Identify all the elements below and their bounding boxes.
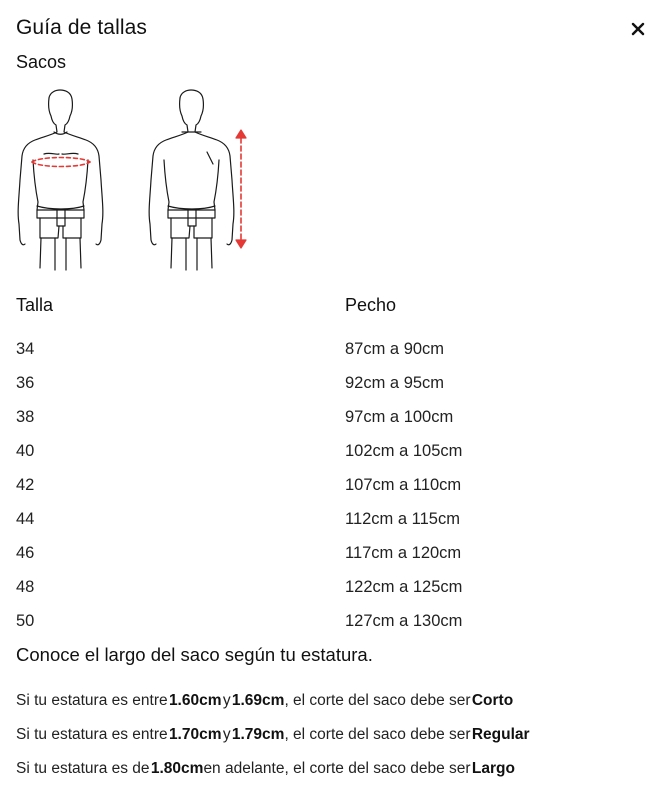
height-max: 1.69cm — [231, 692, 285, 709]
size-cell: 50 — [16, 611, 35, 630]
height-max: 1.79cm — [231, 726, 285, 743]
chest-cell: 102cm a 105cm — [345, 441, 463, 460]
chest-cell: 87cm a 90cm — [345, 339, 445, 358]
rule-text: Si tu estatura es de — [16, 760, 150, 777]
rule-text: y — [222, 692, 231, 709]
measurement-illustration — [10, 88, 260, 278]
rule-text: , el corte del saco debe ser — [284, 692, 471, 709]
table-row — [16, 366, 649, 400]
table-row — [16, 332, 649, 366]
chest-cell: 127cm a 130cm — [345, 611, 463, 630]
length-rule-regular — [16, 718, 649, 752]
rule-text: , el corte del saco debe ser — [284, 760, 471, 777]
size-table — [16, 292, 649, 638]
table-row — [16, 536, 649, 570]
chest-measure-line — [32, 158, 90, 167]
length-arrow-icon — [236, 130, 246, 248]
size-cell: 38 — [16, 407, 35, 426]
rule-text: y — [222, 726, 231, 743]
rule-text: Si tu estatura es entre — [16, 726, 168, 743]
table-header — [16, 292, 649, 318]
rule-text: , el corte del saco debe ser — [284, 726, 471, 743]
cut-name: Regular — [471, 726, 530, 743]
category-label: Sacos — [16, 52, 67, 72]
chest-cell: 112cm a 115cm — [345, 509, 460, 528]
chest-cell: 122cm a 125cm — [345, 577, 463, 596]
length-section-heading: Conoce el largo del saco según tu estatura. — [16, 644, 373, 665]
length-rules — [16, 684, 649, 786]
chest-cell: 117cm a 120cm — [345, 543, 462, 562]
size-cell: 36 — [16, 373, 35, 392]
table-row — [16, 400, 649, 434]
size-cell: 46 — [16, 543, 35, 562]
table-row — [16, 604, 649, 638]
chest-cell: 97cm a 100cm — [345, 407, 454, 426]
rule-text: en adelante — [203, 760, 285, 777]
close-icon — [631, 22, 645, 36]
cut-name: Corto — [471, 692, 514, 709]
size-cell: 48 — [16, 577, 35, 596]
column-header-size: Talla — [16, 294, 54, 315]
column-header-chest: Pecho — [345, 294, 397, 315]
table-body — [16, 332, 649, 638]
table-row — [16, 502, 649, 536]
body-front-chest-illustration — [18, 90, 103, 270]
table-row — [16, 434, 649, 468]
height-min: 1.70cm — [168, 726, 222, 743]
page-title: Guía de tallas — [16, 16, 147, 39]
body-back-length-illustration — [149, 90, 234, 270]
table-row — [16, 468, 649, 502]
length-rule-long — [16, 752, 649, 786]
cut-name: Largo — [471, 760, 515, 777]
close-button[interactable] — [627, 18, 649, 40]
size-cell: 42 — [16, 475, 35, 494]
table-row — [16, 570, 649, 604]
modal-header — [16, 16, 649, 44]
size-cell: 40 — [16, 441, 35, 460]
rule-text: Si tu estatura es entre — [16, 692, 168, 709]
chest-cell: 92cm a 95cm — [345, 373, 445, 392]
height-min: 1.80cm — [150, 760, 204, 777]
height-min: 1.60cm — [168, 692, 222, 709]
size-cell: 44 — [16, 509, 35, 528]
size-cell: 34 — [16, 339, 35, 358]
length-rule-short — [16, 684, 649, 718]
chest-cell: 107cm a 110cm — [345, 475, 462, 494]
